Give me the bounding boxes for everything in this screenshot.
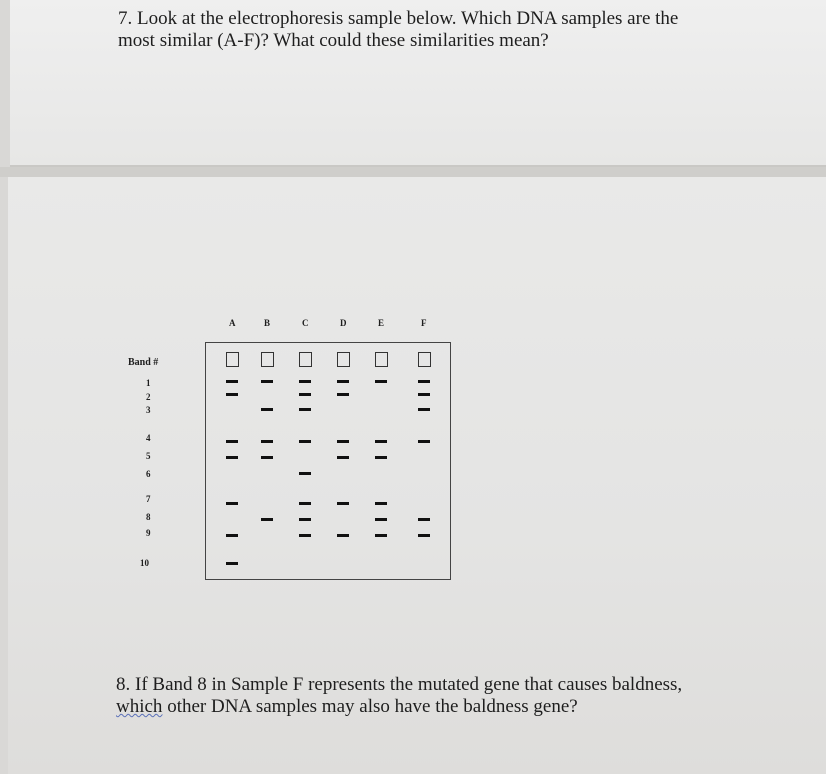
band-f-4: [418, 440, 430, 443]
band-e-5: [375, 456, 387, 459]
question-7-line-2: most similar (A-F)? What could these similarities mean?: [118, 30, 549, 51]
band-c-6: [299, 472, 311, 475]
band-number-6: 6: [146, 469, 151, 479]
band-b-5: [261, 456, 273, 459]
band-key-title: Band #: [128, 357, 159, 368]
well-c: [299, 352, 312, 367]
band-f-8: [418, 518, 430, 521]
lane-label-b: B: [264, 318, 271, 328]
question-7-line-1: 7. Look at the electrophoresis sample below. Which DNA samples are the: [118, 8, 679, 29]
lane-label-a: A: [229, 318, 236, 328]
band-c-8: [299, 518, 311, 521]
well-a: [226, 352, 239, 367]
question-7: [118, 8, 778, 52]
well-e: [375, 352, 388, 367]
band-f-3: [418, 408, 430, 411]
band-d-5: [337, 456, 349, 459]
question-8-underlined-word: which: [116, 696, 163, 717]
band-number-7: 7: [146, 494, 151, 504]
lane-label-d: D: [340, 318, 347, 328]
page-divider: [0, 167, 826, 177]
well-f: [418, 352, 431, 367]
band-f-9: [418, 534, 430, 537]
band-a-10: [226, 562, 238, 565]
band-c-7: [299, 502, 311, 505]
band-a-1: [226, 380, 238, 383]
band-e-7: [375, 502, 387, 505]
lane-label-c: C: [302, 318, 309, 328]
band-number-10: 10: [140, 558, 149, 568]
band-e-8: [375, 518, 387, 521]
band-f-2: [418, 393, 430, 396]
question-8-line-1: 8. If Band 8 in Sample F represents the mutated gene that causes baldness,: [116, 674, 683, 695]
band-number-2: 2: [146, 392, 151, 402]
band-b-8: [261, 518, 273, 521]
band-d-4: [337, 440, 349, 443]
band-c-9: [299, 534, 311, 537]
band-f-1: [418, 380, 430, 383]
band-b-4: [261, 440, 273, 443]
question-8-line-2-rest: other DNA samples may also have the baldness gene?: [162, 696, 578, 717]
band-d-1: [337, 380, 349, 383]
band-number-3: 3: [146, 405, 151, 415]
well-d: [337, 352, 350, 367]
band-c-1: [299, 380, 311, 383]
band-number-8: 8: [146, 512, 151, 522]
band-e-1: [375, 380, 387, 383]
lane-label-e: E: [378, 318, 385, 328]
band-number-5: 5: [146, 451, 151, 461]
band-a-7: [226, 502, 238, 505]
band-number-4: 4: [146, 433, 151, 443]
band-a-5: [226, 456, 238, 459]
band-a-9: [226, 534, 238, 537]
band-number-9: 9: [146, 528, 151, 538]
band-a-2: [226, 393, 238, 396]
question-8: [116, 674, 796, 718]
gel-frame: [205, 342, 451, 580]
band-d-7: [337, 502, 349, 505]
band-number-1: 1: [146, 378, 151, 388]
band-b-1: [261, 380, 273, 383]
band-b-3: [261, 408, 273, 411]
band-c-2: [299, 393, 311, 396]
band-a-4: [226, 440, 238, 443]
band-d-2: [337, 393, 349, 396]
well-b: [261, 352, 274, 367]
band-e-4: [375, 440, 387, 443]
band-c-4: [299, 440, 311, 443]
band-e-9: [375, 534, 387, 537]
band-d-9: [337, 534, 349, 537]
band-c-3: [299, 408, 311, 411]
lane-label-f: F: [421, 318, 427, 328]
